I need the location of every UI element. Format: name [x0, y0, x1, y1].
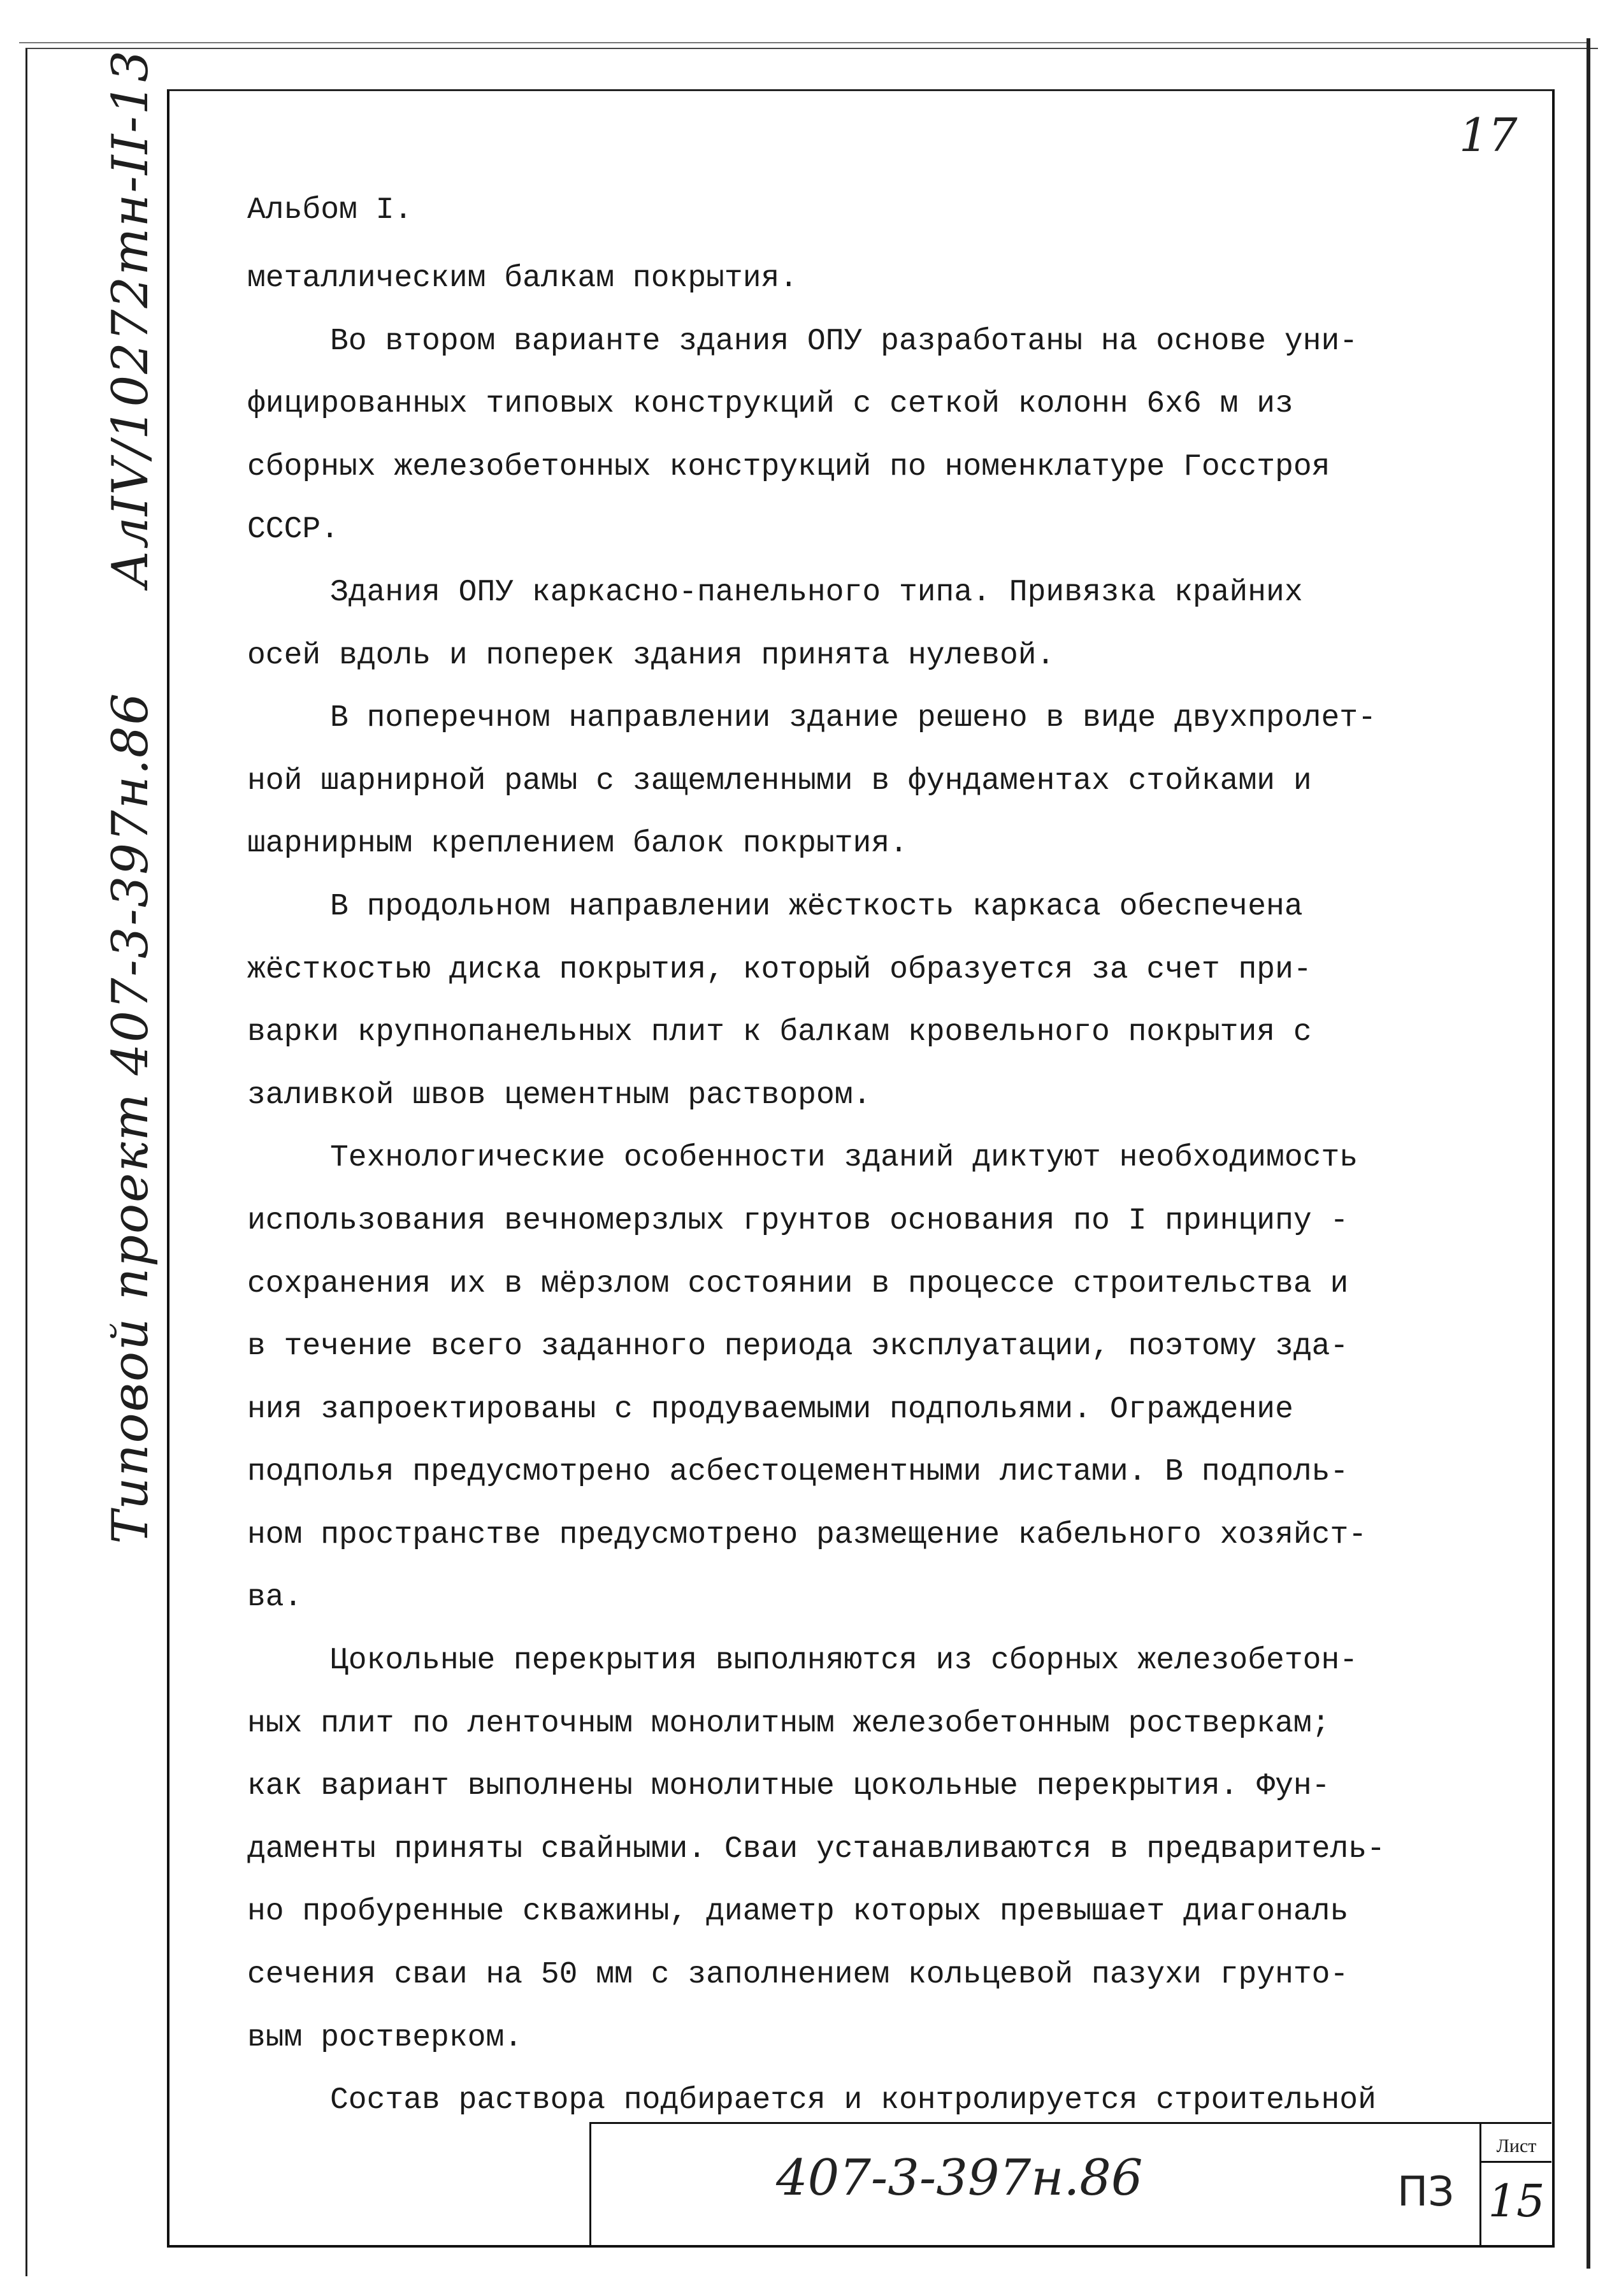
- text-line: В продольном направлении жёсткость каркаса обеспечена: [330, 889, 1303, 924]
- title-block: [589, 2122, 1551, 2245]
- text-line: ной шарнирной рамы с защемленными в фундаментах стойками и: [247, 763, 1312, 798]
- text-line: ва.: [247, 1580, 303, 1615]
- text-line: варки крупнопанельных плит к балкам кровельного покрытия с: [247, 1015, 1312, 1050]
- text-line: Здания ОПУ каркасно-панельного типа. Привязка крайних: [330, 575, 1303, 610]
- body-text: [247, 247, 1490, 2132]
- text-line: вым ростверком.: [247, 2020, 523, 2055]
- text-line: В поперечном направлении здание решено в виде двухпролет-: [330, 701, 1376, 736]
- text-line: фицированных типовых конструкций с сеткой колонн 6х6 м из: [247, 387, 1293, 422]
- side-stamp-series: Типовой проект: [102, 1092, 159, 1544]
- title-block-doc-type: ПЗ: [1397, 2169, 1455, 2216]
- side-stamp: [102, 49, 159, 1544]
- text-line: жёсткостью диска покрытия, который образуется за счет при-: [247, 952, 1312, 987]
- text-line: сечения сваи на 50 мм с заполнением кольцевой пазухи грунто-: [247, 1958, 1349, 1993]
- side-stamp-inventory: АлIV/10272тн-II-13: [102, 49, 159, 588]
- text-line: сборных железобетонных конструкций по номенклатуре Госстроя: [247, 449, 1330, 484]
- title-block-code: 407-3-397н.86: [776, 2149, 1143, 2207]
- text-line: но пробуренные скважины, диаметр которых превышает диагональ: [247, 1895, 1349, 1930]
- text-line: даменты приняты свайными. Сваи устанавливаются в предваритель-: [247, 1831, 1385, 1866]
- side-stamp-project: 407-3-397н.86: [102, 691, 159, 1076]
- text-line: Технологические особенности зданий диктуют необходимость: [330, 1141, 1358, 1176]
- right-border-line: [1587, 38, 1590, 2269]
- text-line: сохранения их в мёрзлом состоянии в процессе строительства и: [247, 1266, 1349, 1301]
- text-line: осей вдоль и поперек здания принята нулевой.: [247, 638, 1055, 673]
- sheet-label: Лист: [1481, 2135, 1551, 2163]
- text-line: как вариант выполнены монолитные цокольные перекрытия. Фун-: [247, 1769, 1330, 1804]
- text-line: в течение всего заданного периода эксплуатации, поэтому зда-: [247, 1329, 1349, 1364]
- sheet-number: 15: [1488, 2175, 1545, 2227]
- album-heading: Альбом I.: [247, 193, 413, 227]
- text-line: Во втором варианте здания ОПУ разработаны на основе уни-: [330, 324, 1358, 359]
- text-line: подполья предусмотрено асбестоцементными листами. В подполь-: [247, 1455, 1349, 1490]
- text-line: Цокольные перекрытия выполняются из сборных железобетон-: [330, 1643, 1358, 1679]
- text-line: СССР.: [247, 512, 340, 547]
- text-line: ных плит по ленточным монолитным железобетонным ростверкам;: [247, 1706, 1330, 1741]
- text-line: ном пространстве предусмотрено размещение кабельного хозяйст-: [247, 1517, 1367, 1552]
- top-border-line: [19, 42, 1587, 43]
- text-line: шарнирным креплением балок покрытия.: [247, 827, 908, 862]
- title-block-sheet-cell: [1479, 2124, 1551, 2245]
- page-number: 17: [1459, 108, 1518, 162]
- text-line: металлическим балкам покрытия.: [247, 261, 798, 296]
- text-line: заливкой швов цементным раствором.: [247, 1078, 872, 1113]
- text-line: использования вечномерзлых грунтов основания по I принципу -: [247, 1203, 1349, 1238]
- text-line: Состав раствора подбирается и контролируется строительной: [330, 2083, 1376, 2118]
- text-line: ния запроектированы с продуваемыми подпольями. Ограждение: [247, 1392, 1293, 1427]
